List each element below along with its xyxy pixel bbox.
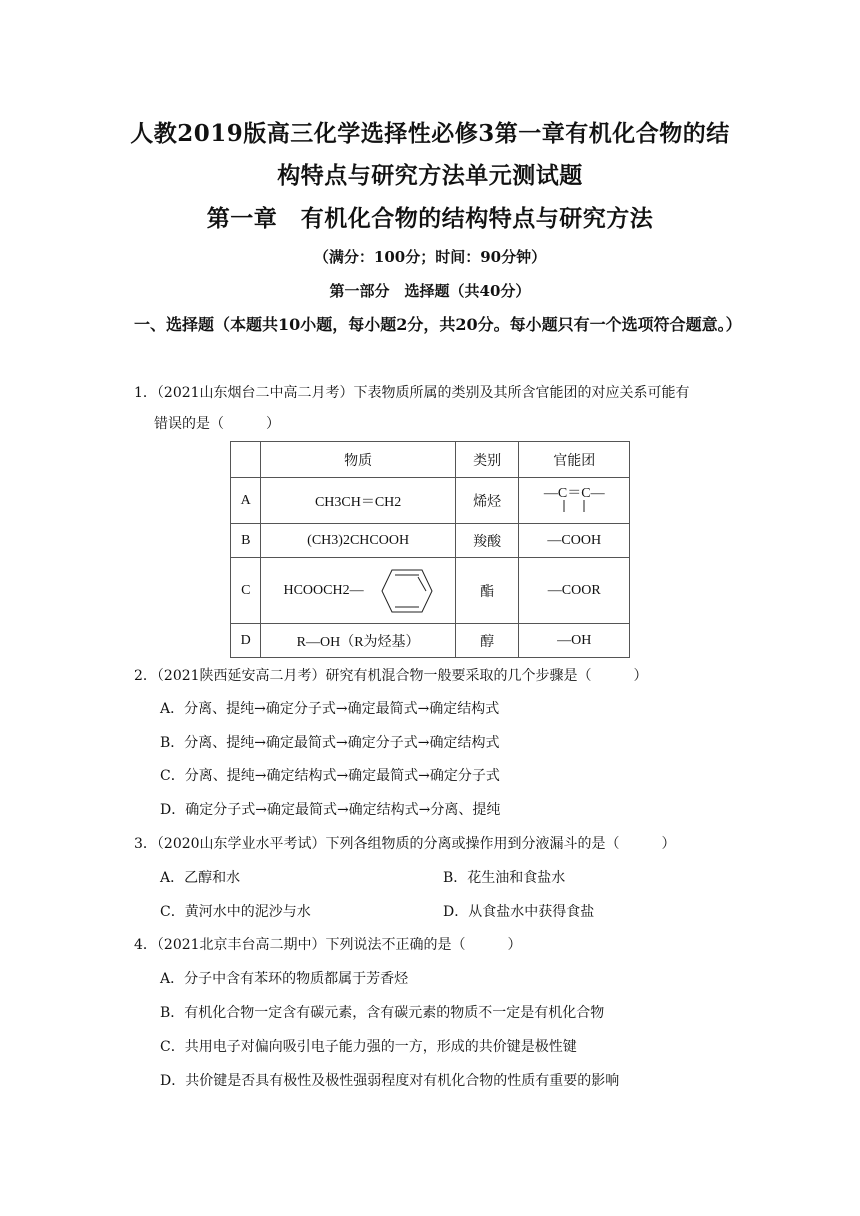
row-category: 酯 [455, 558, 519, 624]
table-row [231, 524, 630, 558]
section-heading [134, 308, 754, 342]
q3-option-c: C．黄河水中的泥沙与水 [160, 904, 311, 920]
score-time: （满分：100分；时间：90分钟） [313, 248, 547, 266]
q1-stem-line1: 1．（2021山东烟台二中高二月考）下表物质所属的类别及其所含官能团的对应关系可能有 [134, 385, 690, 401]
row-substance: (CH3)2CHCOOH [261, 524, 455, 558]
q4-stem: 4．（2021北京丰台高二期中）下列说法不正确的是（ ） [134, 937, 522, 953]
q2-option-b: B．分离、提纯→确定最简式→确定分子式→确定结构式 [160, 735, 500, 751]
bond-lines-icon [529, 478, 619, 518]
table-header-row [231, 442, 630, 478]
row-label: D [231, 624, 261, 658]
row-category: 醇 [455, 624, 519, 658]
q3-stem: 3．（2020山东学业水平考试）下列各组物质的分离或操作用到分液漏斗的是（ ） [134, 836, 676, 852]
row-label: A [231, 478, 261, 524]
row-label: C [231, 558, 261, 624]
section-heading-text: 一、选择题（本题共10小题，每小题2分，共20分。每小题只有一个选项符合题意。） [134, 315, 742, 334]
table-header-substance: 物质 [261, 442, 455, 478]
table-header-blank [231, 442, 261, 478]
q3-option-b: B．花生油和食盐水 [443, 870, 566, 886]
q1-table [230, 441, 630, 658]
row-substance: CH3CH＝CH2 [261, 478, 455, 524]
q2-option-c: C．分离、提纯→确定结构式→确定最简式→确定分子式 [160, 768, 500, 784]
q3-option-d: D．从食盐水中获得食盐 [443, 904, 595, 920]
chapter-title: 第一章 有机化合物的结构特点与研究方法 [206, 205, 654, 232]
part-heading: 第一部分 选择题（共40分） [329, 282, 531, 300]
row-group [519, 478, 630, 524]
q2-stem: 2．（2021陕西延安高二月考）研究有机混合物一般要采取的几个步骤是（ ） [134, 668, 648, 684]
alkene-group-structure [529, 478, 619, 518]
q4-option-a: A．分子中含有苯环的物质都属于芳香烃 [160, 971, 409, 987]
row-category: 烯烃 [455, 478, 519, 524]
row-group: —COOR [519, 558, 630, 624]
benzene-ring-icon [363, 561, 441, 621]
row-group: —OH [519, 624, 630, 658]
table-header-category: 类别 [455, 442, 519, 478]
table-row [231, 558, 630, 624]
table-row [231, 624, 630, 658]
row-group: —COOH [519, 524, 630, 558]
table-header-group: 官能团 [519, 442, 630, 478]
doc-title-line1: 人教2019版高三化学选择性必修3第一章有机化合物的结 [130, 120, 730, 147]
q2-option-a: A．分离、提纯→确定分子式→确定最简式→确定结构式 [160, 701, 500, 717]
q4-option-c: C．共用电子对偏向吸引电子能力强的一方，形成的共价键是极性键 [160, 1039, 577, 1055]
row-label: B [231, 524, 261, 558]
table-row [231, 478, 630, 524]
q2-option-d: D．确定分子式→确定最简式→确定结构式→分离、提纯 [160, 802, 501, 818]
row-substance-cell [261, 558, 455, 624]
doc-title-line2: 构特点与研究方法单元测试题 [277, 162, 583, 189]
q4-option-d: D．共价键是否具有极性及极性强弱程度对有机化合物的性质有重要的影响 [160, 1073, 620, 1089]
q1-stem-line2: 错误的是（ ） [154, 416, 280, 432]
row-group-text: —C＝C— [543, 486, 605, 501]
row-substance: HCOOCH2— [283, 582, 364, 598]
q3-option-a: A．乙醇和水 [160, 870, 241, 886]
row-category: 羧酸 [455, 524, 519, 558]
row-substance: R—OH（R为烃基） [261, 624, 455, 658]
q4-option-b: B．有机化合物一定含有碳元素，含有碳元素的物质不一定是有机化合物 [160, 1005, 605, 1021]
